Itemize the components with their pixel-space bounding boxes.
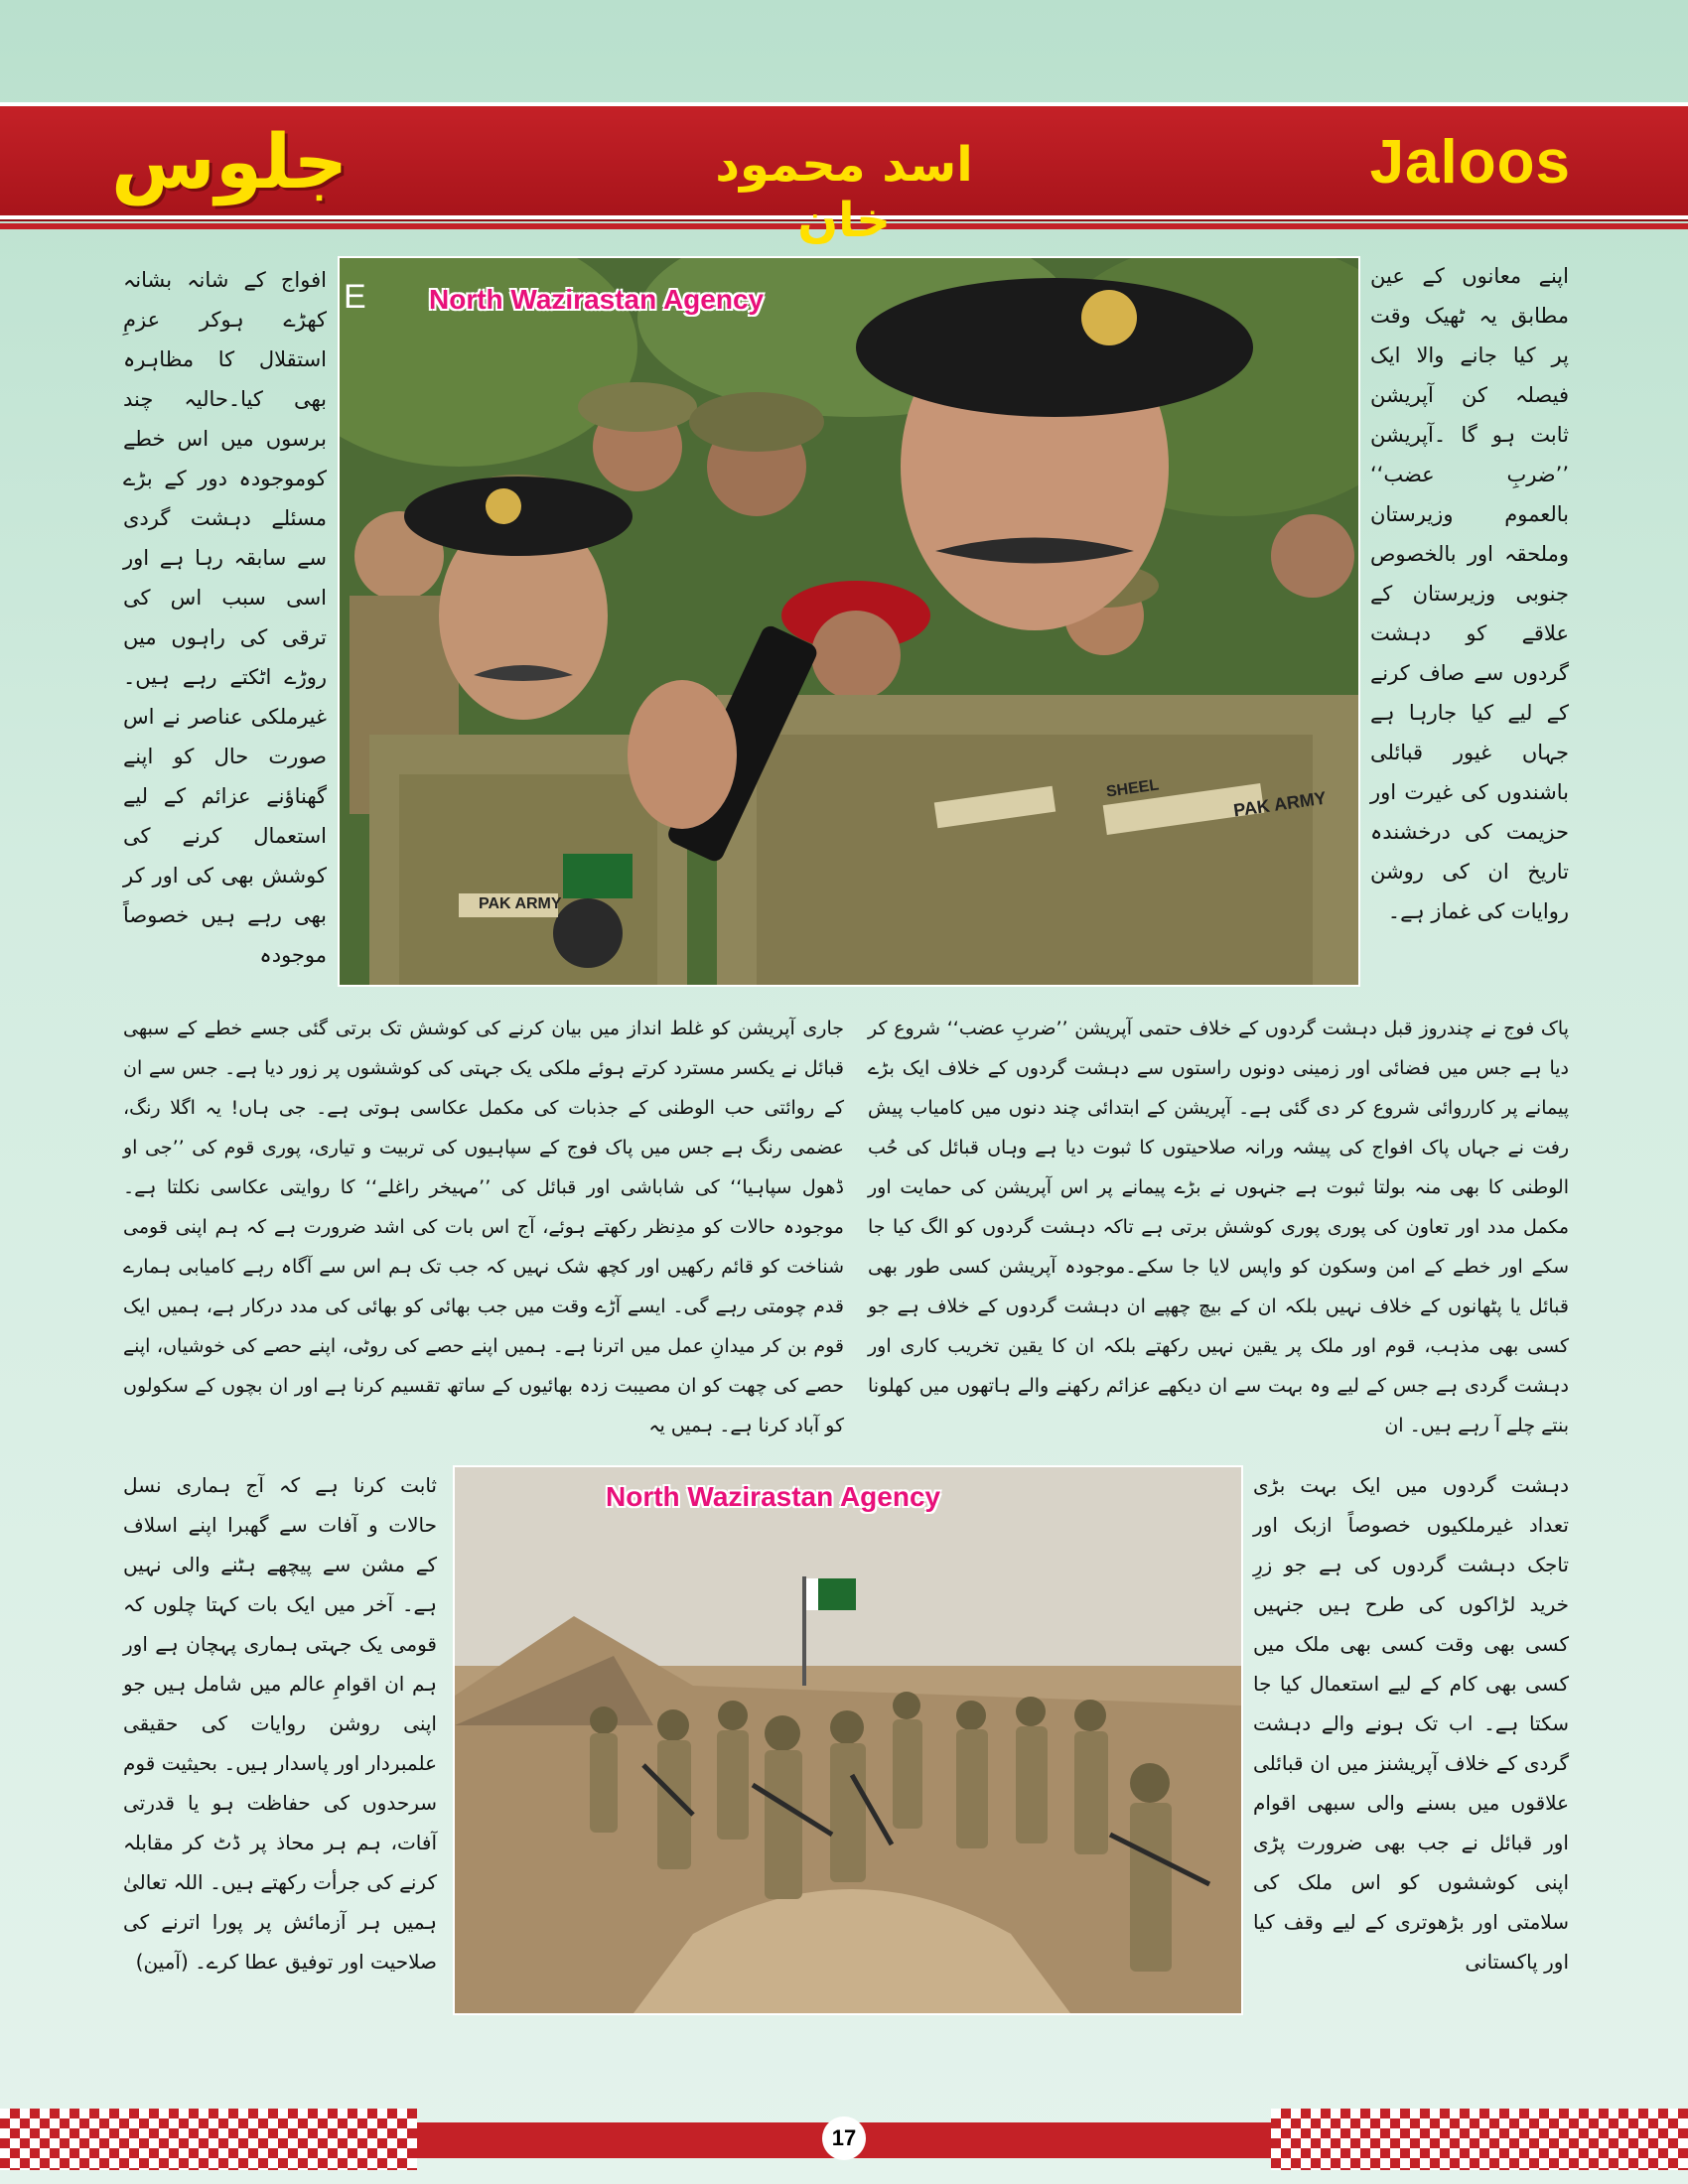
magazine-logo-english: Jaloos [1369, 128, 1571, 197]
bottom-photo-illustration [455, 1467, 1241, 2013]
top-photo-corner-letter: E [344, 278, 366, 316]
column-right-bottom: دہشت گردوں میں ایک بہت بڑی تعداد غیرملکیوں خصوصاً ازبک اور تاجک دہشت گردوں کی ہے جو زرِ خرید لڑاکوں کی طرح ہیں جنہیں کسی بھی وقت کسی بھی ملک میں کسی بھی کام کے لیے استعمال کیا جا سکتا ہے۔ اب تک ہونے والے دہشت گردی کے خلاف آپریشنز میں ان قبائلی علاقوں میں بسنے والی سبھی اقوام اور قبائل نے جب بھی ضرورت پڑی اپنی کوششوں کو اس ملک کی سلامتی اور بڑھوتری کے لیے وقف کیا اور پاکستانی [1253, 1473, 1569, 1974]
magazine-logo-urdu: جلوس [111, 117, 349, 205]
top-photo-illustration [340, 258, 1358, 985]
top-photo-caption: North Wazirastan Agency [429, 284, 765, 315]
column-left-top: افواج کے شانہ بشانہ کھڑے ہوکر عزمِ استقلال کا مظاہرہ بھی کیا۔حالیہ چند برسوں میں اس خطے کوموجودہ دور کے بڑے مسئلے دہشت گردی سے سابقہ رہا ہے اور اسی سبب اس کی ترقی کی راہوں میں روڑے اٹکتے رہے ہیں۔ غیرملکی عناصر نے اس صورت حال کو اپنے گھناؤنے عزائم کے لیے استعمال کرنے کی کوشش بھی کی اور کر بھی رہے ہیں خصوصاً موجودہ [123, 268, 327, 967]
bottom-photo [453, 1465, 1243, 2015]
footer-checker-left [0, 2109, 417, 2170]
pak-army-tag-left: PAK ARMY [479, 895, 562, 912]
column-left-bottom: ثابت کرنا ہے کہ آج ہماری نسل حالات و آفات سے گھبرا اپنے اسلاف کے مشن سے پیچھے ہٹنے والی نہیں ہے۔ آخر میں ایک بات کہتا چلوں کہ قومی یک جہتی ہماری پہچان ہے اور ہم ان اقوامِ عالم میں شامل ہیں جو اپنی روشن روایات کی حقیقی علمبردار اور پاسدار ہیں۔ بحیثیت قوم سرحدوں کی حفاظت ہو یا قدرتی آفات، ہم ہر محاذ پر ڈٹ کر مقابلہ کرنے کی جرأت رکھتے ہیں۔ اللہ تعالیٰ ہمیں ہر آزمائش پر پورا اترنے کی صلاحیت اور توفیق عطا کرے۔ (آمین) [123, 1473, 437, 1974]
pak-army-tag-right: PAK ARMY [1231, 787, 1328, 821]
page-number: 17 [822, 2116, 866, 2160]
bottom-photo-caption: North Wazirastan Agency [606, 1481, 941, 1512]
column-middle-left: جاری آپریشن کو غلط انداز میں بیان کرنے کی کوشش تک برتی گئی جسے خطے کے سبھی قبائل نے یکسر مسترد کرتے ہوئے ملکی یک جہتی کی کوششوں پر زور دیا ہے۔ جس سے ان کے روائتی حب الوطنی کے جذبات کی مکمل عکاسی ہوتی ہے۔ جی ہاں! یہ اگلا رنگ، عضمی رنگ ہے جس میں پاک فوج کے سپاہیوں کی تربیت و تیاری، پوری قوم کی ’’جی او ڈھول سپاہیا‘‘ کی شاباشی اور قبائل کی ’’مہیخر راغلے‘‘ کا روایتی عکاسی نکلتا ہے۔ موجودہ حالات کو مدِنظر رکھتے ہوئے، آج اس بات کی اشد ضرورت ہے کہ ہم اپنی قومی شناخت کو قائم رکھیں اور کچھ شک نہیں کہ جب تک ہم اس سے آگاہ رہے کامیابی ہمارے قدم چومتی رہے گی۔ ایسے آڑے وقت میں جب بھائی کو بھائی کی مدد درکار ہے، ہمیں ایک قوم بن کر میدانِ عمل میں اترنا ہے۔ ہمیں اپنے حصے کی روٹی، اپنے حصے کی خوشیاں، اپنے حصے کی چھت کو ان مصیبت زدہ بھائیوں کے ساتھ تقسیم کرنا ہے اور ان بچوں کے سکولوں کو آباد کرنا ہے۔ ہمیں یہ [123, 1018, 844, 1436]
column-middle-right: پاک فوج نے چندروز قبل دہشت گردوں کے خلاف حتمی آپریشن ’’ضربِ عضب‘‘ شروع کر دیا ہے جس میں فضائی اور زمینی دونوں راستوں سے دہشت گردوں کے خلاف ایک بڑے پیمانے پر کارروائی شروع کر دی گئی ہے۔ آپریشن کے ابتدائی چند دنوں میں کامیاب پیش رفت نے جہاں پاک افواج کی پیشہ ورانہ صلاحیتوں کا ثبوت دیا ہے وہاں قبائل کی حُب الوطنی کا بھی منہ بولتا ثبوت ہے جنہوں نے بڑے پیمانے پر اس آپریشن کی حمایت اور مکمل مدد اور تعاون کی پوری پوری کوشش برتی ہے تاکہ دہشت گردوں کو الگ کیا جا سکے اور خطے کے امن وسکون کو واپس لایا جا سکے۔موجودہ آپریشن کسی طور بھی قبائل یا پٹھانوں کے خلاف نہیں بلکہ ان کے بیچ چھپے ان دہشت گردوں کے خلاف ہے جو کسی بھی مذہب، قوم اور ملک پر یقین نہیں رکھتے بلکہ ان کا یقین تخریب کاری اور دہشت گردی ہے جس کے لیے وہ بہت سے ان دیکھے عزائم رکھنے والے ہاتھوں میں کھلونا بنتے چلے آ رہے ہیں۔ ان [868, 1018, 1569, 1436]
top-photo [338, 256, 1360, 987]
name-tag: SHEEL [1105, 776, 1161, 801]
footer-checker-right [1271, 2109, 1688, 2170]
column-right-top: اپنے معانوں کے عین مطابق یہ ٹھیک وقت پر کیا جانے والا ایک فیصلہ کن آپریشن ثابت ہو گا ۔آپریشن ’’ضربِ عضب‘‘ بالعموم وزیرستان وملحقہ اور بالخصوص جنوبی وزیرستان کے علاقے کو دہشت گردوں سے صاف کرنے کے لیے کیا جارہا ہے جہاں غیور قبائلی باشندوں کی غیرت اور حزیمت کی درخشندہ تاریخ ان کی روشن روایات کی غماز ہے۔ [1370, 264, 1569, 923]
author-name: اسد محمود خان [715, 137, 973, 248]
